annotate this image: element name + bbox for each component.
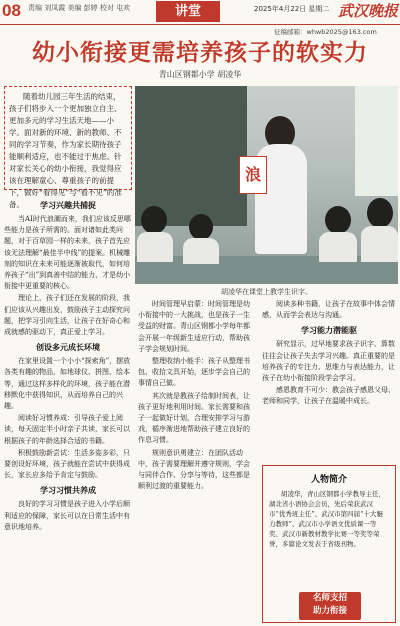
body-paragraph: 在家里设置一个小小“探索角”，摆放各类有趣的物品，如地球仪、拼图、绘本等，通过这样多样化的环境，孩子能在潜移默化中获得知识，从而培养自己的兴趣。 [4, 357, 131, 411]
body-paragraph: 良好的学习习惯是孩子进入小学后顺利适应的保障，家长可以在日常生活中有意识地培养。 [4, 500, 130, 531]
newspaper-logo: 武汉晚报 [338, 2, 399, 20]
student-figure [137, 232, 173, 262]
column-stamp [299, 592, 361, 620]
article-column-3 [262, 299, 396, 461]
student-figure [189, 214, 213, 240]
classroom-photo [135, 86, 398, 284]
photo-caption: 胡凌华在课堂上教学生识字。 [221, 288, 312, 296]
body-paragraph: 积极鼓励新尝试：生活多姿多彩，只要创设好环境，孩子就能在尝试中获得成长，家长应多给予肯定与鼓励。 [4, 448, 130, 480]
body-paragraph: 规则意识勇建立：在团队活动中，孩子需要理解并遵守规则，学会与同伴合作、分享与等待，这些都是顺利过渡的重要能力。 [138, 448, 250, 491]
page-number: 08 [2, 1, 21, 20]
body-paragraph: 研究显示，过早地要求孩子识字、算数往往会让孩子失去学习兴趣。真正重要的是培养孩子的专注力、思维力与表达能力，让孩子在幼小衔接阶段学会学习。 [262, 340, 395, 383]
article-headline: 幼小衔接更需培养孩子的软实力 [32, 40, 368, 66]
body-paragraph: 理论上，孩子们还在发展的阶段，我们应该从兴趣出发，鼓励孩子主动探究问题，把学习引向生活，让孩子在好奇心和成就感的驱动下，真正爱上学习。 [4, 294, 130, 337]
submission-email: 征稿邮箱：whwb2025@163.com [274, 28, 377, 36]
subheading: 学习兴趣共捕捉 [40, 201, 96, 210]
body-paragraph: 阅读好习惯养成：引导孩子爱上阅读，每天固定半小时亲子共读，家长可以根据孩子的年龄选择合适的书籍。 [4, 414, 130, 445]
stamp-line: 助力衔接 [312, 606, 347, 616]
page-header [0, 0, 400, 24]
student-figure [367, 198, 393, 228]
blackboard [135, 86, 247, 226]
subheading: 学习能力潜能驱 [301, 326, 357, 336]
character-card: 浪 [239, 156, 267, 194]
body-paragraph: 其次就是教孩子给制时间表，让孩子更好地利用时间。家长需要和孩子一起做好计划，合理安排学习与游戏，循序渐进地帮助孩子建立良好的作息习惯。 [138, 391, 250, 445]
section-title: 讲堂 [156, 1, 220, 22]
student-figure [325, 206, 351, 234]
profile-title: 人物简介 [310, 475, 347, 485]
body-paragraph: 阅读多种书籍，让孩子在故事中体会情感，从而学会表达与沟通。 [262, 300, 395, 320]
student-figure [141, 206, 167, 234]
body-paragraph: 感恩教育不可少：教会孩子感恩父母、老师和同学，让孩子在温暖中成长。 [262, 386, 395, 406]
subheading: 创设多元成长环境 [36, 343, 100, 353]
profile-box [262, 465, 396, 623]
body-paragraph: 当AI时代浪潮而来，我们应该反思哪些能力是孩子所需的。面对诸如此类问题，对于百草园一样的未来，孩子首先应该无法理解“最佳半中线”的提案。机械雕刻的知识在未来可能逐渐被取代，如何培养孩子“出”到真善中结的能力，才是幼小衔接中更重要的核心。 [4, 215, 131, 291]
lead-paragraph: 随着幼儿园三年生活的结束，孩子们将步入一个更加独立自主、更加多元的学习生活天地——小学。面对新的环境、新的教师、不同的学习节奏，作为家长期待孩子能顺利适应，也不能过于焦虑。针对家长关心的幼小衔接，我觉得应该在理解童心、尊重孩子的前提下，做好“看得见”与“看不见”的准备。 [4, 86, 132, 190]
article-column-1 [4, 196, 132, 624]
student-figure [319, 232, 357, 262]
desk-row [135, 256, 398, 284]
stamp-line: 名师支招 [312, 593, 347, 603]
header-rule [0, 24, 400, 25]
profile-text: 胡凌华，青山区钢都小学教导主任，湖北省小语协会会员，先后荣获武汉市“优秀班主任”、武汉市第四届“十大魅力教师”、武汉市小学语文优质课一等奖、武汉市新教材教学比赛一等奖等荣誉，多篇论文发表于省级刊物。 [269, 490, 385, 548]
student-figure [183, 238, 219, 264]
body-paragraph: 时间管理早启蒙：时间管理是幼小衔接中的一大挑战，也是孩子一生受益的财富。青山区钢都小学每年都会开展一年级新生适应行动，帮助孩子学会规划时间。 [138, 300, 250, 353]
article-byline: 青山区钢都小学 胡凌华 [158, 70, 242, 79]
editor-credits: 责编 刘凤霞 美编 彭婷 校对 屯欢 [28, 4, 131, 12]
issue-date: 2025年4月22日 星期二 [254, 5, 330, 13]
subheading: 学习习惯共养成 [40, 486, 96, 496]
student-figure [361, 226, 398, 262]
article-column-2 [138, 299, 256, 624]
body-paragraph: 整理收纳小能手：孩子从整理书包、收拾文具开始，逐步学会自己的事情自己做。 [138, 357, 250, 388]
window [355, 86, 398, 196]
